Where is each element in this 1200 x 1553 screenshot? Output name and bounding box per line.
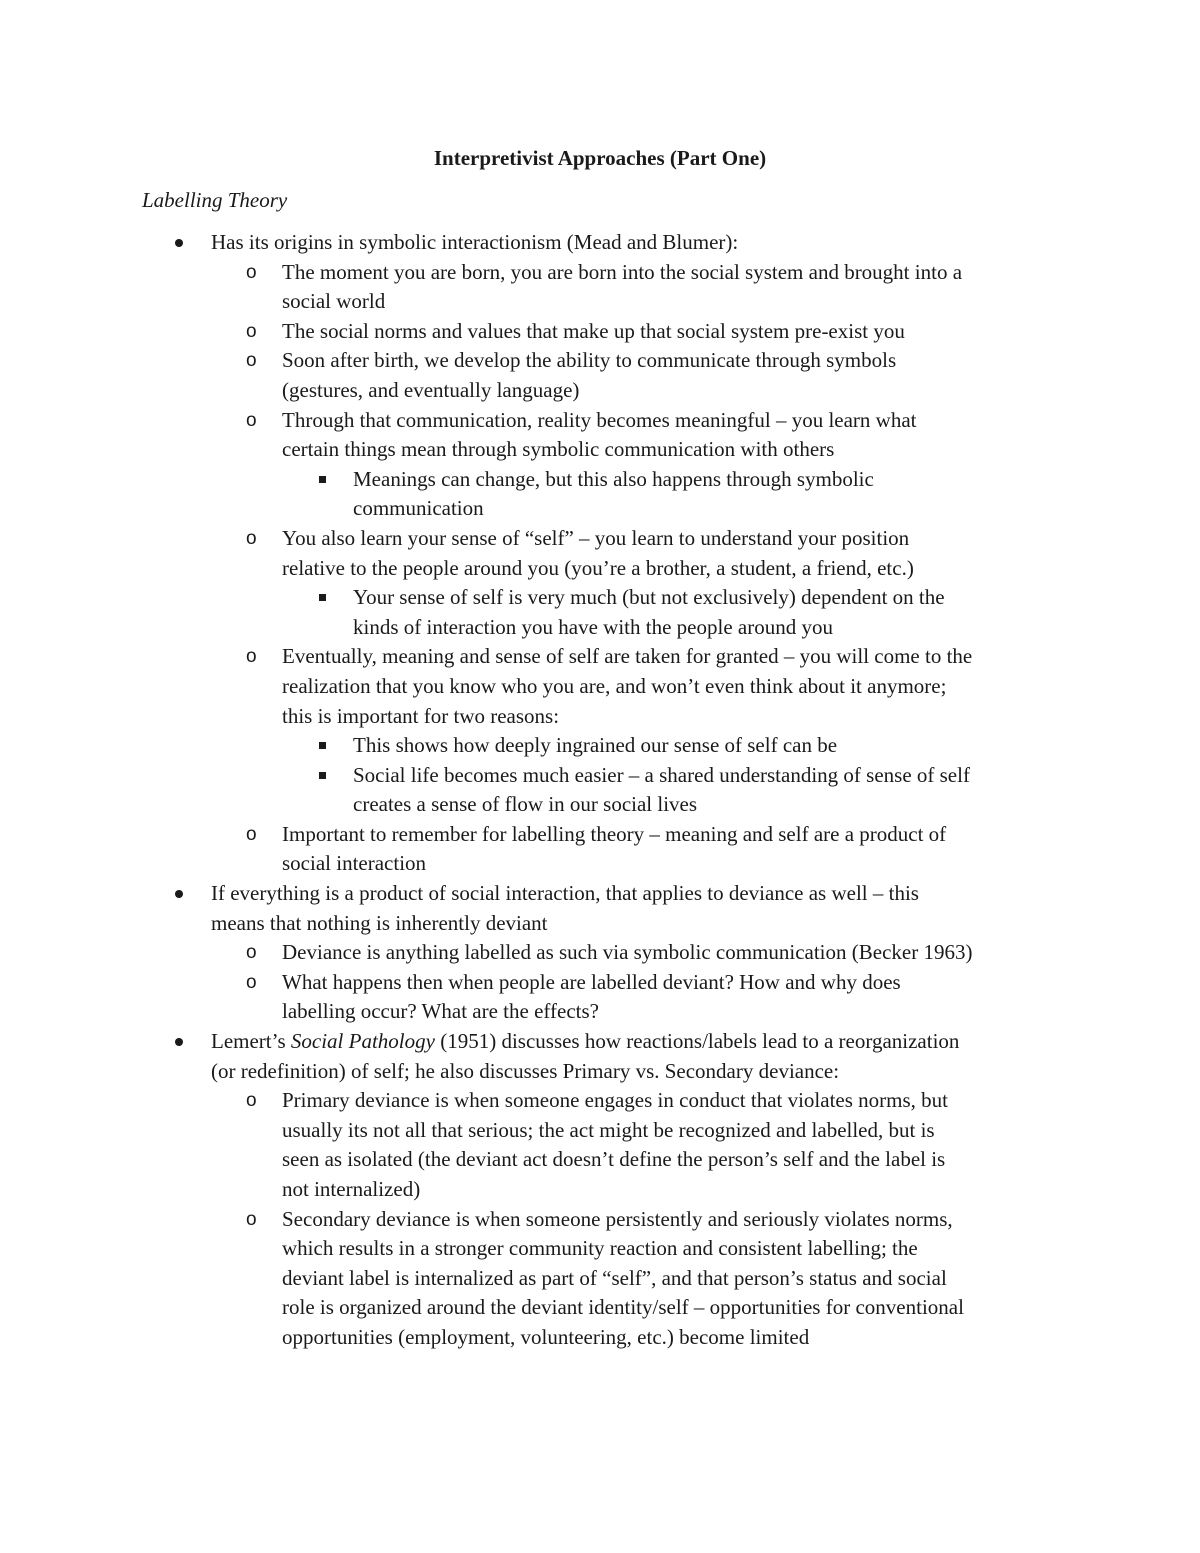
outline-line (0, 761, 1200, 791)
hollow-bullet-icon: o (246, 527, 257, 549)
outline-line (0, 613, 1200, 643)
outline-line (0, 1086, 1200, 1116)
outline-line (0, 583, 1200, 613)
outline-line (0, 465, 1200, 495)
outline-list (0, 228, 1200, 1353)
outline-text: Has its origins in symbolic interactionism (Mead and Blumer): (211, 230, 739, 254)
outline-line (0, 702, 1200, 732)
outline-line (0, 287, 1200, 317)
book-title: Social Pathology (290, 1029, 435, 1054)
outline-text: (or redefinition) of self; he also discusses Primary vs. Secondary deviance: (211, 1058, 840, 1083)
outline-text: The social norms and values that make up that social system pre-exist you (282, 318, 905, 343)
outline-line (0, 1323, 1200, 1353)
outline-text: social world (282, 289, 386, 314)
outline-text: realization that you know who you are, and won’t even think about it anymore; (282, 673, 947, 698)
bullet-icon (175, 1038, 183, 1046)
outline-line (0, 258, 1200, 288)
outline-line (0, 1145, 1200, 1175)
outline-line (0, 672, 1200, 702)
outline-text: Soon after birth, we develop the ability to communicate through symbols (282, 348, 897, 373)
hollow-bullet-icon: o (246, 320, 257, 342)
outline-text: You also learn your sense of “self” – you learn to understand your position (282, 525, 910, 550)
hollow-bullet-icon: o (246, 1090, 257, 1112)
outline-line (0, 909, 1200, 939)
bullet-icon (175, 890, 183, 898)
outline-text: Your sense of self is very much (but not exclusively) dependent on the (353, 585, 945, 610)
outline-line (0, 435, 1200, 465)
square-bullet-icon (319, 742, 326, 749)
outline-line (0, 376, 1200, 406)
outline-text: relative to the people around you (you’re a brother, a student, a friend, etc.) (282, 555, 914, 580)
outline-text: Eventually, meaning and sense of self are taken for granted – you will come to the (282, 644, 973, 669)
outline-text: (gestures, and eventually language) (282, 377, 580, 402)
hollow-bullet-icon: o (246, 261, 257, 283)
outline-text: kinds of interaction you have with the people around you (353, 614, 833, 639)
outline-text: This shows how deeply ingrained our sense of self can be (353, 733, 838, 758)
hollow-bullet-icon: o (246, 350, 257, 372)
outline-line (0, 968, 1200, 998)
hollow-bullet-icon: o (246, 971, 257, 993)
outline-line (0, 1205, 1200, 1235)
outline-line (0, 1264, 1200, 1294)
outline-line (0, 849, 1200, 879)
text-run: (1951) discusses how reactions/labels lead to a reorganization (434, 1029, 960, 1054)
outline-text: social interaction (282, 851, 427, 876)
outline-line (0, 1027, 1200, 1057)
outline-line (0, 524, 1200, 554)
square-bullet-icon (319, 772, 326, 779)
outline-line (0, 938, 1200, 968)
outline-text: communication (353, 496, 484, 521)
outline-line (0, 820, 1200, 850)
hollow-bullet-icon: o (246, 1208, 257, 1230)
outline-text: means that nothing is inherently deviant (211, 910, 548, 935)
outline-line (0, 731, 1200, 761)
outline-text: not internalized) (282, 1177, 421, 1201)
outline-text: deviant label is internalized as part of “self”, and that person’s status and social (282, 1265, 947, 1290)
text-run: Lemert’s (211, 1029, 291, 1054)
outline-line (0, 1293, 1200, 1323)
outline-text: Meanings can change, but this also happens through symbolic (353, 466, 874, 491)
outline-line (0, 879, 1200, 909)
outline-text: Deviance is anything labelled as such via symbolic communication (Becker 1963) (282, 940, 973, 965)
hollow-bullet-icon: o (246, 409, 257, 431)
outline-text: The moment you are born, you are born into the social system and brought into a (282, 259, 963, 284)
outline-text: which results in a stronger community reaction and consistent labelling; the (282, 1236, 918, 1261)
outline-text: What happens then when people are labelled deviant? How and why does (282, 969, 901, 994)
outline-text: this is important for two reasons: (282, 703, 560, 728)
outline-line (0, 1116, 1200, 1146)
outline-line (0, 494, 1200, 524)
section-heading: Labelling Theory (142, 188, 288, 212)
outline-text: labelling occur? What are the effects? (282, 999, 599, 1024)
outline-line (0, 554, 1200, 584)
outline-text: seen as isolated (the deviant act doesn’t define the person’s self and the label is (282, 1147, 946, 1172)
outline-line (0, 317, 1200, 347)
outline-text: Important to remember for labelling theory – meaning and self are a product of (282, 821, 947, 846)
outline-text: creates a sense of flow in our social lives (353, 792, 698, 817)
outline-text: usually its not all that serious; the act might be recognized and labelled, but is (282, 1117, 935, 1142)
outline-line (0, 997, 1200, 1027)
outline-text (211, 1027, 959, 1057)
outline-line (0, 406, 1200, 436)
square-bullet-icon (319, 594, 326, 601)
outline-line (0, 346, 1200, 376)
outline-line (0, 1234, 1200, 1264)
square-bullet-icon (319, 476, 326, 483)
outline-line (0, 228, 1200, 258)
outline-text: If everything is a product of social interaction, that applies to deviance as well – this (211, 881, 919, 906)
outline-line (0, 642, 1200, 672)
document-title: Interpretivist Approaches (Part One) (433, 146, 767, 170)
outline-text: Through that communication, reality becomes meaningful – you learn what (282, 407, 917, 432)
outline-text: opportunities (employment, volunteering, etc.) become limited (282, 1324, 810, 1349)
outline-text: certain things mean through symbolic communication with others (282, 437, 835, 462)
outline-text: Primary deviance is when someone engages in conduct that violates norms, but (282, 1088, 949, 1113)
outline-line (0, 790, 1200, 820)
outline-text: role is organized around the deviant identity/self – opportunities for conventional (282, 1295, 964, 1320)
outline-line (0, 1175, 1200, 1205)
hollow-bullet-icon: o (246, 942, 257, 964)
hollow-bullet-icon: o (246, 823, 257, 845)
outline-text: Secondary deviance is when someone persistently and seriously violates norms, (282, 1206, 953, 1231)
hollow-bullet-icon: o (246, 646, 257, 668)
outline-line (0, 1057, 1200, 1087)
outline-text: Social life becomes much easier – a shared understanding of sense of self (353, 762, 970, 787)
bullet-icon (175, 239, 183, 247)
